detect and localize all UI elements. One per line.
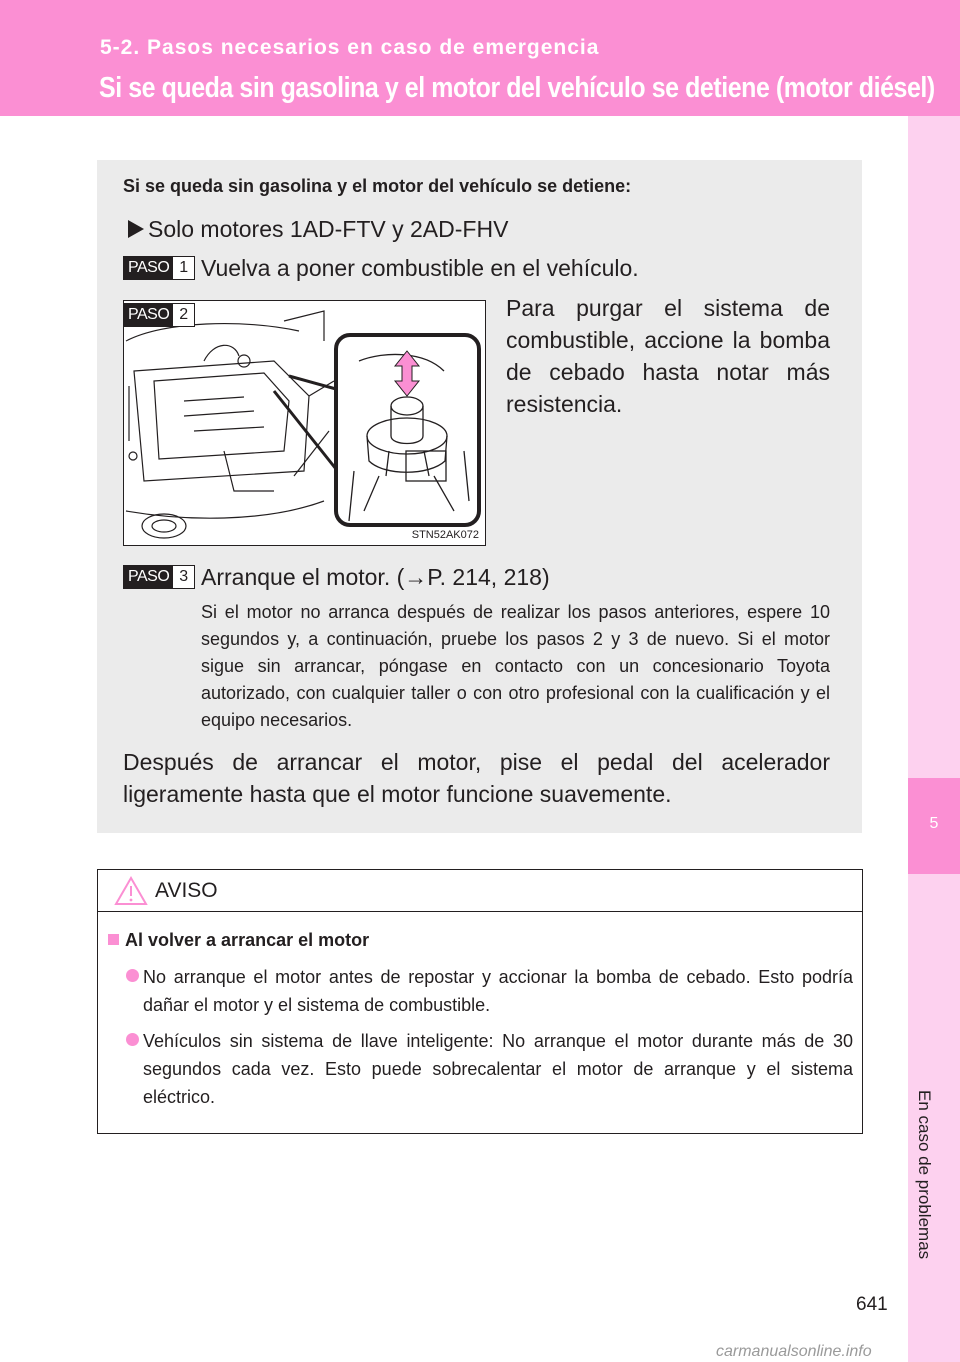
- step-number: 1: [179, 259, 189, 276]
- step-3-text: Arranque el motor. (→P. 214, 218): [201, 564, 550, 590]
- round-bullet-icon: [126, 1033, 139, 1046]
- page-title: Si se queda sin gasolina y el motor del vehículo se detiene (motor diésel): [99, 72, 935, 104]
- warning-subheading-text: Al volver a arrancar el motor: [125, 930, 370, 950]
- chapter-label: En caso de problemas: [915, 1090, 934, 1260]
- step-label: PASO: [124, 304, 173, 326]
- engine-bay-drawing: [124, 301, 486, 546]
- round-bullet-icon: [126, 969, 139, 982]
- step-2-text: Para purgar el sistema de combustible, accione la bomba de cebado hasta notar más resistencia.: [506, 295, 830, 417]
- procedure-heading: Si se queda sin gasolina y el motor del vehículo se detiene:: [123, 176, 632, 196]
- engine-applicability-text: Solo motores 1AD-FTV y 2AD-FHV: [148, 216, 509, 242]
- step-2-badge: [123, 303, 195, 327]
- page-header: [0, 0, 960, 116]
- step-label: PASO: [124, 257, 173, 279]
- page-number: 641: [856, 1294, 888, 1315]
- warning-title: AVISO: [155, 879, 218, 902]
- warning-item: [126, 963, 853, 1019]
- warning-item: [126, 1027, 853, 1111]
- triangle-bullet-icon: [128, 220, 144, 238]
- chapter-number: 5: [908, 778, 960, 874]
- watermark: carmanualsonline.info: [716, 1343, 872, 1360]
- warning-item-text: Vehículos sin sistema de llave inteligente: No arranque el motor durante más de 30 segundos cada vez. Esto puede sobrecalentar el motor de arranque y el sistema eléctrico.: [143, 1031, 853, 1107]
- after-start-instruction: Después de arrancar el motor, pise el pedal del acelerador ligeramente hasta que el motor funcione suavemente.: [123, 749, 830, 807]
- step-3-badge: [123, 565, 195, 589]
- section-title: 5-2. Pasos necesarios en caso de emergencia: [100, 36, 600, 59]
- step-number: 2: [179, 306, 189, 323]
- warning-box: [97, 869, 863, 1134]
- step-label: PASO: [124, 566, 173, 588]
- engine-applicability: [128, 216, 508, 243]
- warning-triangle-icon: [114, 876, 148, 906]
- square-bullet-icon: [108, 934, 119, 945]
- warning-header: [98, 870, 862, 912]
- priming-pump-illustration: [123, 300, 486, 546]
- step-1-badge: [123, 256, 195, 280]
- step-number: 3: [179, 568, 189, 585]
- step-3-note: Si el motor no arranca después de realizar los pasos anteriores, espere 10 segundos y, a continuación, pruebe los pasos 2 y 3 de nuevo. Si el motor sigue sin arrancar, póngase en contacto con un concesionario Toyota autorizado, con cualquier taller o con otro profesional con la cualificación y el equipo necesarios.: [201, 602, 830, 730]
- warning-subheading: [108, 930, 369, 951]
- figure-caption: STN52AK072: [411, 529, 479, 541]
- warning-item-text: No arranque el motor antes de repostar y accionar la bomba de cebado. Esto podría dañar el motor y el sistema de combustible.: [143, 967, 853, 1015]
- step-1-text: Vuelva a poner combustible en el vehículo.: [201, 255, 639, 281]
